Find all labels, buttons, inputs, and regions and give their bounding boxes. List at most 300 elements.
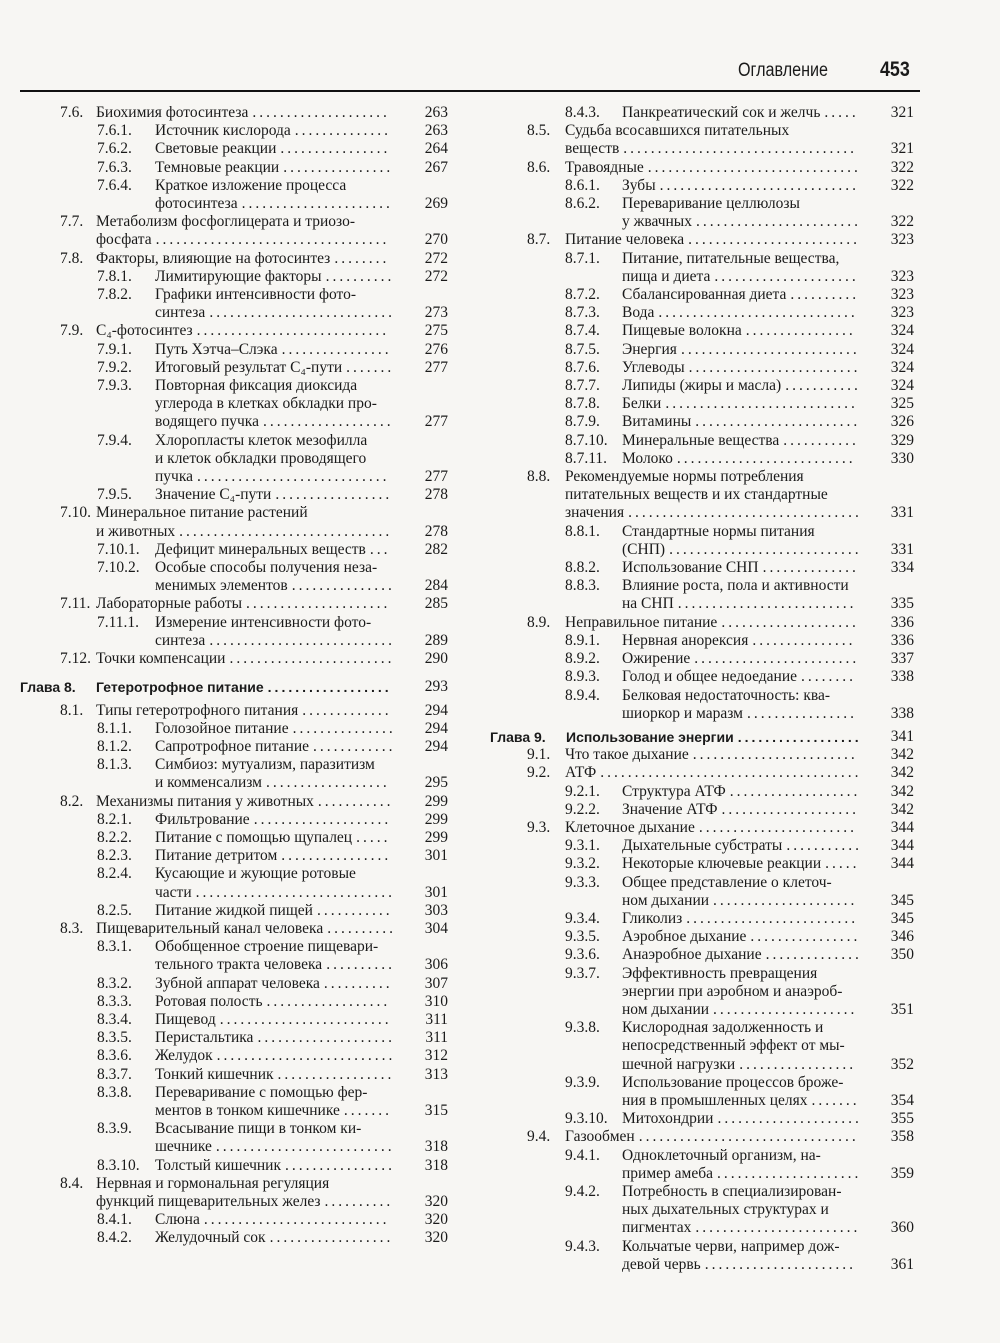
entry-title-cell (155, 1066, 400, 1084)
entry-page-number: 304 (424, 919, 448, 937)
entry-page-number: 273 (424, 304, 448, 322)
entry-page-number: 338 (890, 668, 914, 686)
entry-title-cell (622, 523, 866, 559)
entry-title: Хлоропласты клеток мезофилла и клеток обкладки проводящего пучка (155, 431, 368, 486)
entry-title-cell (96, 595, 400, 613)
entry-number: 8.7.7. (565, 377, 600, 395)
entry-number: 7.10.1. (97, 540, 140, 558)
entry-title: Белки (622, 395, 662, 413)
entry-number: 7.8.2. (97, 286, 132, 304)
entry-title: Гетеротрофное питание (96, 679, 264, 696)
dot-leader: ............................. (659, 176, 859, 194)
entry-number: 9.3. (527, 818, 551, 836)
toc-entry (20, 377, 452, 432)
dot-leader: ............... (291, 577, 395, 595)
entry-page-number: 345 (890, 909, 914, 927)
dot-leader: ................ (745, 322, 856, 340)
entry-title: Лимитирующие факторы (155, 267, 322, 285)
toc-entry (490, 965, 918, 1020)
entry-page-number: 318 (424, 1138, 448, 1156)
entry-title: Аэробное дыхание (622, 928, 747, 946)
entry-page-number: 299 (424, 792, 448, 810)
entry-page-number: 301 (424, 847, 448, 865)
entry-number: 8.6.1. (565, 176, 600, 194)
entry-page-number: 360 (890, 1219, 914, 1237)
dot-leader: ........... (783, 431, 859, 449)
entry-number: 8.4. (60, 1174, 84, 1192)
entry-title: Толстый кишечник (155, 1156, 281, 1174)
entry-title-cell (622, 928, 866, 946)
entry-page-number: 344 (890, 818, 914, 836)
entry-title-cell (155, 1229, 400, 1247)
entry-number: 8.9.1. (565, 631, 600, 649)
entry-number: 8.9. (527, 613, 551, 631)
entry-page-number: 322 (890, 176, 914, 194)
entry-title-cell (622, 322, 866, 340)
running-header-page-number: 453 (880, 58, 910, 81)
entry-title-cell (155, 847, 400, 865)
entry-page-number: 294 (424, 719, 448, 737)
toc-entry (490, 855, 918, 873)
entry-page-number: 344 (890, 837, 914, 855)
entry-number: 8.3.9. (97, 1120, 132, 1138)
entry-page-number: 323 (890, 286, 914, 304)
dot-leader: ............................ (197, 468, 390, 486)
entry-page-number: 301 (424, 883, 448, 901)
entry-title: Клеточное дыхание (565, 818, 695, 836)
entry-number: 8.4.2. (97, 1229, 132, 1247)
entry-title-cell (155, 1120, 400, 1156)
entry-title: Слюна (155, 1211, 200, 1229)
dot-leader: ..................... (717, 1164, 862, 1182)
dot-leader: .................. (266, 992, 391, 1010)
toc-entry (20, 432, 452, 487)
dot-leader: ........ (801, 668, 857, 686)
entry-title-cell (96, 322, 400, 340)
entry-number: 8.7.1. (565, 249, 600, 267)
entry-title: Измерение интенсивности фото- синтеза (155, 613, 372, 649)
entry-title: Общее представление о клеточ- ном дыхании (622, 873, 832, 909)
dot-leader: ...................... (241, 195, 393, 213)
entry-title-cell (155, 1011, 400, 1029)
entry-page-number: 290 (424, 650, 448, 668)
entry-title: Питание, питательные вещества, пища и диета (622, 249, 840, 285)
entry-number: 7.12. (60, 650, 91, 668)
entry-title: Питание человека (565, 231, 685, 249)
toc-entry (490, 1147, 918, 1183)
entry-number: 7.11. (60, 595, 91, 613)
entry-number: 8.3.10. (97, 1156, 140, 1174)
entry-title: Значение C₄-пути (155, 486, 272, 504)
entry-title-cell (622, 855, 866, 873)
entry-title-cell (155, 486, 400, 504)
dot-leader: ................ (750, 928, 861, 946)
dot-leader: ............................. (195, 883, 395, 901)
dot-leader: .................. (269, 1229, 394, 1247)
toc-entry (20, 268, 452, 286)
entry-title: Обобщенное строение пищевари- тельного тракта человека (155, 938, 379, 974)
entry-number: 9.4.1. (565, 1146, 600, 1164)
entry-title-cell (155, 1047, 400, 1065)
entry-title-cell (622, 104, 866, 122)
entry-title: Питание детритом (155, 847, 278, 865)
entry-title-cell (565, 159, 866, 177)
entry-title-cell (622, 286, 866, 304)
entry-number: 8.7.6. (565, 358, 600, 376)
entry-number: 8.7.4. (565, 322, 600, 340)
toc-entry (490, 928, 918, 946)
entry-title: Кусающие и жующие ротовые части (155, 865, 356, 901)
dot-leader: ............... (292, 719, 396, 737)
entry-page-number: 295 (424, 774, 448, 792)
toc-entry (20, 541, 452, 559)
dot-leader: .......... (326, 956, 395, 974)
entry-page-number: 263 (424, 104, 448, 121)
toc-entry (490, 341, 918, 359)
toc-entry (490, 450, 918, 468)
toc-entry (20, 359, 452, 377)
entry-title: Пищевые волокна (622, 322, 742, 340)
entry-number: 9.3.7. (565, 964, 600, 982)
entry-page-number: 345 (890, 891, 914, 909)
entry-title: Ротовая полость (155, 992, 263, 1010)
entry-title: Анаэробное дыхание (622, 946, 762, 964)
entry-title: Желудок (155, 1047, 213, 1065)
entry-number: 8.3.5. (97, 1029, 132, 1047)
dot-leader: ... (369, 540, 391, 558)
entry-page-number: 325 (890, 395, 914, 413)
toc-entry (490, 837, 918, 855)
toc-entry (20, 213, 452, 249)
entry-number: 8.8.1. (565, 522, 600, 540)
entry-title-cell (155, 177, 400, 213)
toc-entry (20, 738, 452, 756)
entry-number: 8.9.4. (565, 686, 600, 704)
entry-number: Глава 9. (490, 728, 546, 745)
entry-title-cell (155, 377, 400, 432)
toc-entry (490, 432, 918, 450)
entry-number: 9.3.6. (565, 946, 600, 964)
dot-leader: .......................... (215, 1138, 395, 1156)
entry-title: Переваривание с помощью фер- ментов в тонком кишечнике (155, 1083, 368, 1119)
toc-entry (490, 559, 918, 577)
toc-entry (490, 1183, 918, 1238)
entry-title-cell (155, 902, 400, 920)
dot-leader: .................... (721, 800, 860, 818)
entry-title: Повторная фиксация диоксида углерода в клетках обкладки про- водящего пучка (155, 377, 377, 431)
entry-number: 8.2.5. (97, 901, 132, 919)
entry-title: Путь Хэтча–Слэка (155, 340, 278, 358)
entry-page-number: 324 (890, 377, 914, 395)
toc-entry (490, 286, 918, 304)
entry-page-number: 335 (890, 595, 914, 613)
entry-number: 9.4.2. (565, 1182, 600, 1200)
dot-leader: ...................... (704, 1255, 856, 1273)
running-header-title: Оглавление (738, 60, 829, 81)
dot-leader: .......................... (680, 340, 860, 358)
dot-leader: ..................... (714, 267, 859, 285)
toc-entry (20, 938, 452, 974)
entry-page-number: 331 (890, 504, 914, 522)
toc-entry (490, 322, 918, 340)
entry-number: 8.7.5. (565, 340, 600, 358)
toc-entry (20, 1120, 452, 1156)
toc-entry (490, 413, 918, 431)
entry-page-number: 359 (890, 1164, 914, 1182)
dot-leader: .................... (253, 810, 392, 828)
entry-title-cell (622, 177, 866, 195)
entry-title-cell (622, 1238, 866, 1274)
entry-title: Переваривание целлюлозы у жвачных (622, 195, 800, 231)
entry-page-number: 342 (890, 800, 914, 818)
entry-title: Рекомендуемые нормы потребления питательных веществ и их стандартные значения (565, 468, 828, 522)
entry-title-cell (565, 819, 866, 837)
entry-title: Фильтрование (155, 810, 250, 828)
toc-entry (490, 874, 918, 910)
toc-entry (20, 159, 452, 177)
entry-page-number: 324 (890, 340, 914, 358)
entry-title: Нервная анорексия (622, 631, 749, 649)
entry-page-number: 284 (424, 577, 448, 595)
toc-entry (490, 395, 918, 413)
entry-number: 8.1.3. (97, 756, 132, 774)
toc-entry (490, 946, 918, 964)
entry-number: 8.2.2. (97, 828, 132, 846)
entry-number: 8.1. (60, 701, 84, 719)
toc-entry (490, 668, 918, 686)
dot-leader: ......................... (219, 1010, 392, 1028)
entry-title-cell (622, 946, 866, 964)
entry-title: Белковая недостаточность: ква- шиоркор и маразм (622, 686, 831, 722)
entry-title: Эффективность превращения энергии при аэробном и анаэроб- ном дыхании (622, 964, 843, 1018)
dot-leader: ........... (786, 837, 862, 855)
dot-leader: .......... (327, 919, 396, 937)
dot-leader: ......................... (688, 358, 861, 376)
entry-title: C₄-фотосинтез (96, 322, 193, 340)
entry-title-cell (622, 965, 866, 1020)
entry-page-number: 318 (424, 1156, 448, 1174)
toc-entry (490, 231, 918, 249)
entry-title-cell (155, 432, 400, 487)
dot-leader: ..... (356, 828, 391, 846)
entry-title-cell (622, 377, 866, 395)
dot-leader: ................. (275, 486, 393, 504)
dot-leader: ......................... (688, 231, 860, 249)
entry-number: 8.8. (527, 468, 551, 486)
dot-leader: ..................... (717, 1110, 862, 1128)
entry-title-cell (96, 678, 400, 696)
entry-title-cell (155, 938, 400, 974)
entry-page-number: 282 (424, 540, 448, 558)
entry-title: Темновые реакции (155, 158, 280, 176)
entry-page-number: 346 (890, 928, 914, 946)
entry-title-cell (96, 920, 400, 938)
entry-title-cell (622, 910, 866, 928)
dot-leader: .................................. (623, 140, 858, 158)
entry-title-cell (565, 231, 866, 249)
entry-page-number: 277 (424, 358, 448, 376)
entry-title-cell (622, 801, 866, 819)
entry-title-cell (622, 1110, 866, 1128)
entry-title-cell (565, 468, 866, 523)
entry-page-number: 320 (424, 1192, 448, 1210)
entry-page-number: 312 (424, 1047, 448, 1065)
dot-leader: ............. (302, 701, 392, 719)
dot-leader: .................................. (628, 504, 862, 522)
toc-entry (20, 122, 452, 140)
entry-page-number: 342 (890, 746, 914, 764)
toc-chapter-entry (490, 728, 918, 746)
entry-title: АТФ (565, 764, 597, 782)
entry-page-number: 334 (890, 559, 914, 577)
toc-entry (20, 1011, 452, 1029)
entry-title-cell (622, 650, 866, 668)
dot-leader: ........................... (203, 1211, 390, 1229)
entry-title: Лабораторные работы (96, 595, 243, 613)
toc-entry (490, 819, 918, 837)
toc-entry (490, 122, 918, 158)
entry-title-cell (155, 1211, 400, 1229)
entry-title-cell (155, 359, 400, 377)
entry-page-number: 358 (890, 1128, 914, 1146)
toc-entry (20, 793, 452, 811)
dot-leader: ..................... (713, 1000, 858, 1018)
entry-page-number: 324 (890, 322, 914, 340)
entry-title: Биохимия фотосинтеза (96, 104, 249, 121)
entry-title-cell (565, 1128, 866, 1146)
toc-entry (490, 746, 918, 764)
entry-title: Вода (622, 304, 655, 322)
entry-number: 7.6.2. (97, 140, 132, 158)
entry-title-cell (155, 122, 400, 140)
entry-title: Использование энергии (566, 728, 734, 745)
entry-number: 7.7. (60, 213, 84, 231)
entry-title: Минеральное питание растений и животных (96, 504, 308, 540)
entry-page-number: 355 (890, 1110, 914, 1128)
entry-page-number: 337 (890, 650, 914, 668)
dot-leader: ................. (277, 1065, 395, 1083)
entry-title-cell (155, 341, 400, 359)
entry-title-cell (96, 1175, 400, 1211)
dot-leader: .............. (762, 559, 859, 577)
entry-number: 8.7.3. (565, 304, 600, 322)
entry-number: 7.6.3. (97, 158, 132, 176)
toc-entry (490, 1074, 918, 1110)
entry-title: Точки компенсации (96, 650, 226, 668)
toc-entry (20, 250, 452, 268)
dot-leader: .................. (737, 728, 862, 745)
dot-leader: ..................... (713, 891, 858, 909)
entry-number: 9.3.3. (565, 873, 600, 891)
entry-number: 7.9.3. (97, 377, 132, 395)
entry-page-number: 342 (890, 764, 914, 782)
dot-leader: .................................. (155, 231, 390, 249)
entry-page-number: 299 (424, 828, 448, 846)
entry-number: 8.7.11. (565, 449, 608, 467)
entry-title-cell (565, 746, 866, 764)
entry-page-number: 324 (890, 358, 914, 376)
entry-number: 9.1. (527, 746, 551, 764)
entry-page-number: 315 (424, 1101, 448, 1119)
dot-leader: ................................ (638, 1128, 859, 1146)
entry-number: 9.3.9. (565, 1073, 600, 1091)
entry-page-number: 361 (890, 1255, 914, 1273)
entry-number: 7.9. (60, 322, 84, 340)
entry-title: Использование СНП (622, 559, 759, 577)
entry-number: 8.7.8. (565, 395, 600, 413)
entry-title-cell (96, 504, 400, 540)
entry-title-cell (96, 793, 400, 811)
toc-entry (490, 764, 918, 782)
entry-number: 8.6.2. (565, 195, 600, 213)
entry-title: Минеральные вещества (622, 431, 780, 449)
entry-page-number: 322 (890, 213, 914, 231)
entry-title: Структура АТФ (622, 782, 726, 800)
toc-entry (490, 1128, 918, 1146)
toc-entry (20, 847, 452, 865)
entry-title: Митохондрии (622, 1110, 714, 1128)
entry-page-number: 277 (424, 413, 448, 431)
dot-leader: ............................... (179, 522, 393, 540)
entry-number: 8.3.2. (97, 974, 132, 992)
entry-number: 8.7.2. (565, 286, 600, 304)
toc-entry (490, 614, 918, 632)
entry-number: 9.3.10. (565, 1110, 608, 1128)
entry-title-cell (155, 140, 400, 158)
entry-title-cell (622, 632, 866, 650)
entry-number: 7.9.4. (97, 431, 132, 449)
entry-title: Питание с помощью щупалец (155, 828, 353, 846)
entry-title: Голод и общее недоедание (622, 668, 798, 686)
dot-leader: ........................ (692, 746, 858, 764)
entry-page-number: 289 (424, 631, 448, 649)
entry-page-number: 341 (890, 727, 914, 745)
toc-entry (490, 650, 918, 668)
toc-entry (20, 486, 452, 504)
entry-title: Газообмен (565, 1128, 635, 1146)
dot-leader: ................ (281, 847, 392, 865)
entry-number: 8.8.3. (565, 577, 600, 595)
entry-title-cell (622, 450, 866, 468)
toc-entry (20, 177, 452, 213)
entry-number: 8.3.7. (97, 1065, 132, 1083)
entry-number: 8.8.2. (565, 559, 600, 577)
entry-page-number: 294 (424, 737, 448, 755)
entry-page-number: 272 (424, 267, 448, 285)
entry-title-cell (96, 213, 400, 249)
dot-leader: ................ (280, 140, 391, 158)
entry-number: 8.4.3. (565, 104, 600, 121)
toc-entry (20, 1047, 452, 1065)
entry-title-cell (96, 104, 400, 122)
entry-number: 9.3.2. (565, 855, 600, 873)
entry-title-cell (622, 783, 866, 801)
entry-number: 8.2.4. (97, 865, 132, 883)
entry-title-cell (566, 728, 866, 746)
entry-number: 7.9.2. (97, 358, 132, 376)
dot-leader: .......................... (216, 1047, 396, 1065)
entry-number: 8.1.2. (97, 737, 132, 755)
toc-entry (490, 104, 918, 122)
entry-title-cell (622, 1019, 866, 1074)
dot-leader: ............................. (658, 304, 858, 322)
entry-number: 9.3.4. (565, 909, 600, 927)
entry-title: Итоговый результат C₄-пути (155, 358, 343, 376)
entry-title: Молоко (622, 449, 673, 467)
entry-number: 8.9.3. (565, 668, 600, 686)
entry-title-cell (96, 250, 400, 268)
entry-page-number: 277 (424, 468, 448, 486)
